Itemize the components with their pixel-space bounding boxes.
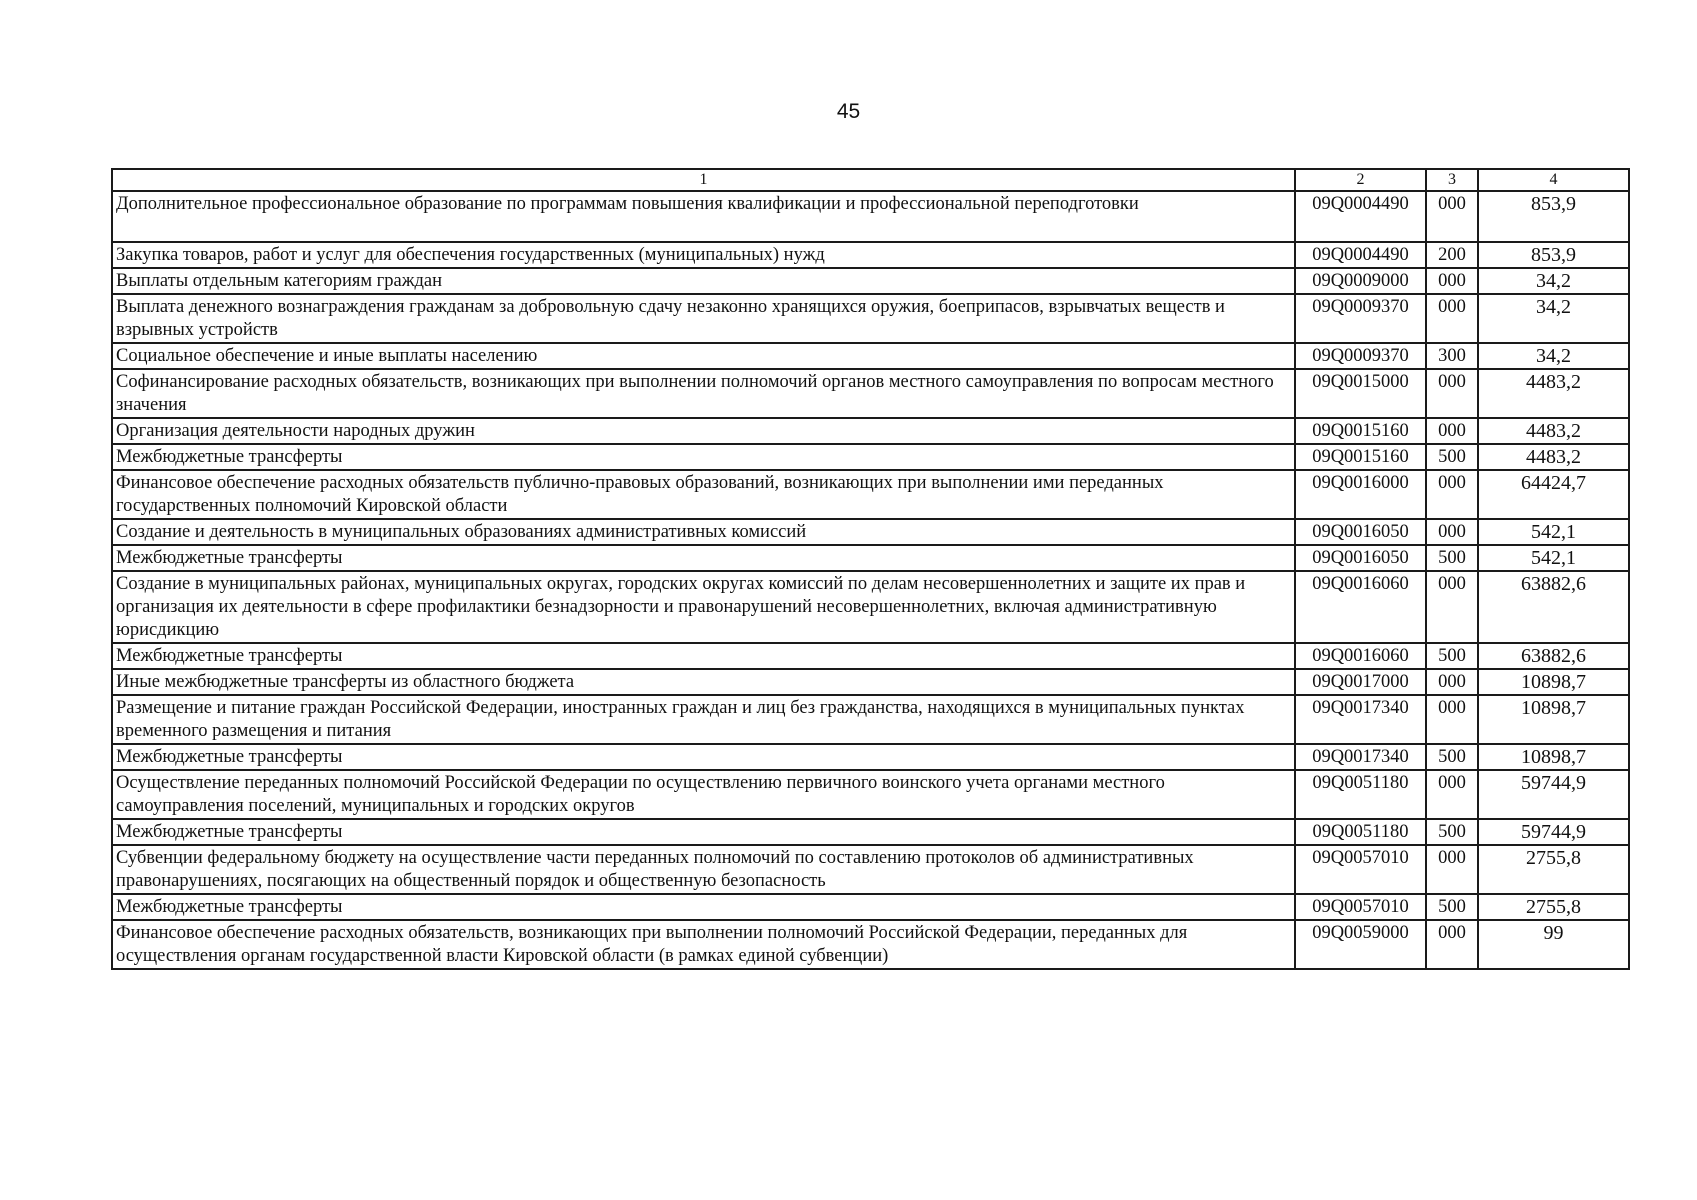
expense-type: 000	[1426, 294, 1478, 343]
amount: 10898,7	[1478, 744, 1629, 770]
table-row	[112, 369, 1629, 418]
amount: 34,2	[1478, 294, 1629, 343]
expense-type: 200	[1426, 242, 1478, 268]
expense-name: Социальное обеспечение и иные выплаты населению	[112, 343, 1295, 369]
expense-type: 000	[1426, 418, 1478, 444]
column-header-3: 3	[1426, 169, 1478, 191]
table-row	[112, 695, 1629, 744]
target-code: 09Q0004490	[1295, 191, 1426, 242]
column-header-4: 4	[1478, 169, 1629, 191]
amount: 853,9	[1478, 242, 1629, 268]
table-row	[112, 819, 1629, 845]
table-row	[112, 444, 1629, 470]
amount: 63882,6	[1478, 571, 1629, 643]
target-code: 09Q0004490	[1295, 242, 1426, 268]
amount: 2755,8	[1478, 894, 1629, 920]
target-code: 09Q0057010	[1295, 894, 1426, 920]
amount: 63882,6	[1478, 643, 1629, 669]
expense-name: Создание и деятельность в муниципальных образованиях административных комиссий	[112, 519, 1295, 545]
expense-type: 000	[1426, 920, 1478, 969]
table-row	[112, 545, 1629, 571]
amount: 64424,7	[1478, 470, 1629, 519]
target-code: 09Q0051180	[1295, 819, 1426, 845]
expense-name: Закупка товаров, работ и услуг для обеспечения государственных (муниципальных) нужд	[112, 242, 1295, 268]
expense-name: Выплаты отдельным категориям граждан	[112, 268, 1295, 294]
table-row	[112, 744, 1629, 770]
table-row	[112, 770, 1629, 819]
expense-type: 000	[1426, 695, 1478, 744]
target-code: 09Q0017340	[1295, 744, 1426, 770]
expense-name: Межбюджетные трансферты	[112, 894, 1295, 920]
table-row	[112, 894, 1629, 920]
table-row	[112, 242, 1629, 268]
expense-type: 000	[1426, 191, 1478, 242]
amount: 542,1	[1478, 545, 1629, 571]
table-row	[112, 571, 1629, 643]
table-row	[112, 191, 1629, 242]
amount: 2755,8	[1478, 845, 1629, 894]
expense-name: Финансовое обеспечение расходных обязательств, возникающих при выполнении полномочий Российской Федерации, переданных для осуществления органам государственной власти Кировской области (в рамках единой субвенции)	[112, 920, 1295, 969]
expense-name: Межбюджетные трансферты	[112, 744, 1295, 770]
table-row	[112, 920, 1629, 969]
expense-type: 000	[1426, 770, 1478, 819]
column-header-2: 2	[1295, 169, 1426, 191]
table-row	[112, 294, 1629, 343]
expense-name: Иные межбюджетные трансферты из областного бюджета	[112, 669, 1295, 695]
table-row	[112, 470, 1629, 519]
amount: 59744,9	[1478, 770, 1629, 819]
amount: 34,2	[1478, 268, 1629, 294]
table-row	[112, 343, 1629, 369]
expense-name: Межбюджетные трансферты	[112, 643, 1295, 669]
target-code: 09Q0051180	[1295, 770, 1426, 819]
table-row	[112, 845, 1629, 894]
amount: 59744,9	[1478, 819, 1629, 845]
amount: 542,1	[1478, 519, 1629, 545]
expense-type: 500	[1426, 643, 1478, 669]
expense-name: Дополнительное профессиональное образование по программам повышения квалификации и профессиональной переподготовки	[112, 191, 1295, 242]
table-row	[112, 643, 1629, 669]
target-code: 09Q0016060	[1295, 643, 1426, 669]
target-code: 09Q0009370	[1295, 343, 1426, 369]
expense-name: Софинансирование расходных обязательств, возникающих при выполнении полномочий органов местного самоуправления по вопросам местного значения	[112, 369, 1295, 418]
expense-type: 000	[1426, 268, 1478, 294]
expense-type: 000	[1426, 470, 1478, 519]
expense-type: 000	[1426, 669, 1478, 695]
target-code: 09Q0017340	[1295, 695, 1426, 744]
expense-type: 500	[1426, 894, 1478, 920]
target-code: 09Q0009370	[1295, 294, 1426, 343]
amount: 10898,7	[1478, 669, 1629, 695]
table-row	[112, 669, 1629, 695]
target-code: 09Q0015160	[1295, 444, 1426, 470]
target-code: 09Q0015160	[1295, 418, 1426, 444]
expense-name: Межбюджетные трансферты	[112, 545, 1295, 571]
target-code: 09Q0016000	[1295, 470, 1426, 519]
expense-name: Финансовое обеспечение расходных обязательств публично-правовых образований, возникающих при выполнении ими переданных государственных полномочий Кировской области	[112, 470, 1295, 519]
expense-name: Межбюджетные трансферты	[112, 819, 1295, 845]
table-row	[112, 268, 1629, 294]
target-code: 09Q0016060	[1295, 571, 1426, 643]
amount: 4483,2	[1478, 369, 1629, 418]
target-code: 09Q0016050	[1295, 545, 1426, 571]
expense-name: Осуществление переданных полномочий Российской Федерации по осуществлению первичного воинского учета органами местного самоуправления поселений, муниципальных и городских округов	[112, 770, 1295, 819]
amount: 853,9	[1478, 191, 1629, 242]
amount: 10898,7	[1478, 695, 1629, 744]
amount: 4483,2	[1478, 444, 1629, 470]
amount: 34,2	[1478, 343, 1629, 369]
expense-type: 000	[1426, 845, 1478, 894]
expense-type: 500	[1426, 545, 1478, 571]
expense-type: 000	[1426, 571, 1478, 643]
target-code: 09Q0057010	[1295, 845, 1426, 894]
table-row	[112, 519, 1629, 545]
target-code: 09Q0059000	[1295, 920, 1426, 969]
expense-name: Организация деятельности народных дружин	[112, 418, 1295, 444]
expense-type: 300	[1426, 343, 1478, 369]
table-row	[112, 418, 1629, 444]
expense-type: 500	[1426, 819, 1478, 845]
expense-name: Межбюджетные трансферты	[112, 444, 1295, 470]
expense-type: 500	[1426, 444, 1478, 470]
expense-name: Размещение и питание граждан Российской Федерации, иностранных граждан и лиц без гражданства, находящихся в муниципальных пунктах временного размещения и питания	[112, 695, 1295, 744]
target-code: 09Q0009000	[1295, 268, 1426, 294]
expense-type: 000	[1426, 519, 1478, 545]
table-header-row	[112, 169, 1629, 191]
amount: 99	[1478, 920, 1629, 969]
target-code: 09Q0017000	[1295, 669, 1426, 695]
expense-name: Субвенции федеральному бюджету на осуществление части переданных полномочий по составлению протоколов об административных правонарушениях, посягающих на общественный порядок и общественную безопасность	[112, 845, 1295, 894]
page-number: 45	[836, 100, 861, 123]
column-header-1: 1	[112, 169, 1295, 191]
target-code: 09Q0016050	[1295, 519, 1426, 545]
expense-type: 000	[1426, 369, 1478, 418]
amount: 4483,2	[1478, 418, 1629, 444]
expense-name: Выплата денежного вознаграждения гражданам за добровольную сдачу незаконно хранящихся оружия, боеприпасов, взрывчатых веществ и взрывных устройств	[112, 294, 1295, 343]
budget-table	[111, 168, 1630, 970]
expense-type: 500	[1426, 744, 1478, 770]
expense-name: Создание в муниципальных районах, муниципальных округах, городских округах комиссий по делам несовершеннолетних и защите их прав и организация их деятельности в сфере профилактики безнадзорности и правонарушений несовершеннолетних, включая административную юрисдикцию	[112, 571, 1295, 643]
target-code: 09Q0015000	[1295, 369, 1426, 418]
